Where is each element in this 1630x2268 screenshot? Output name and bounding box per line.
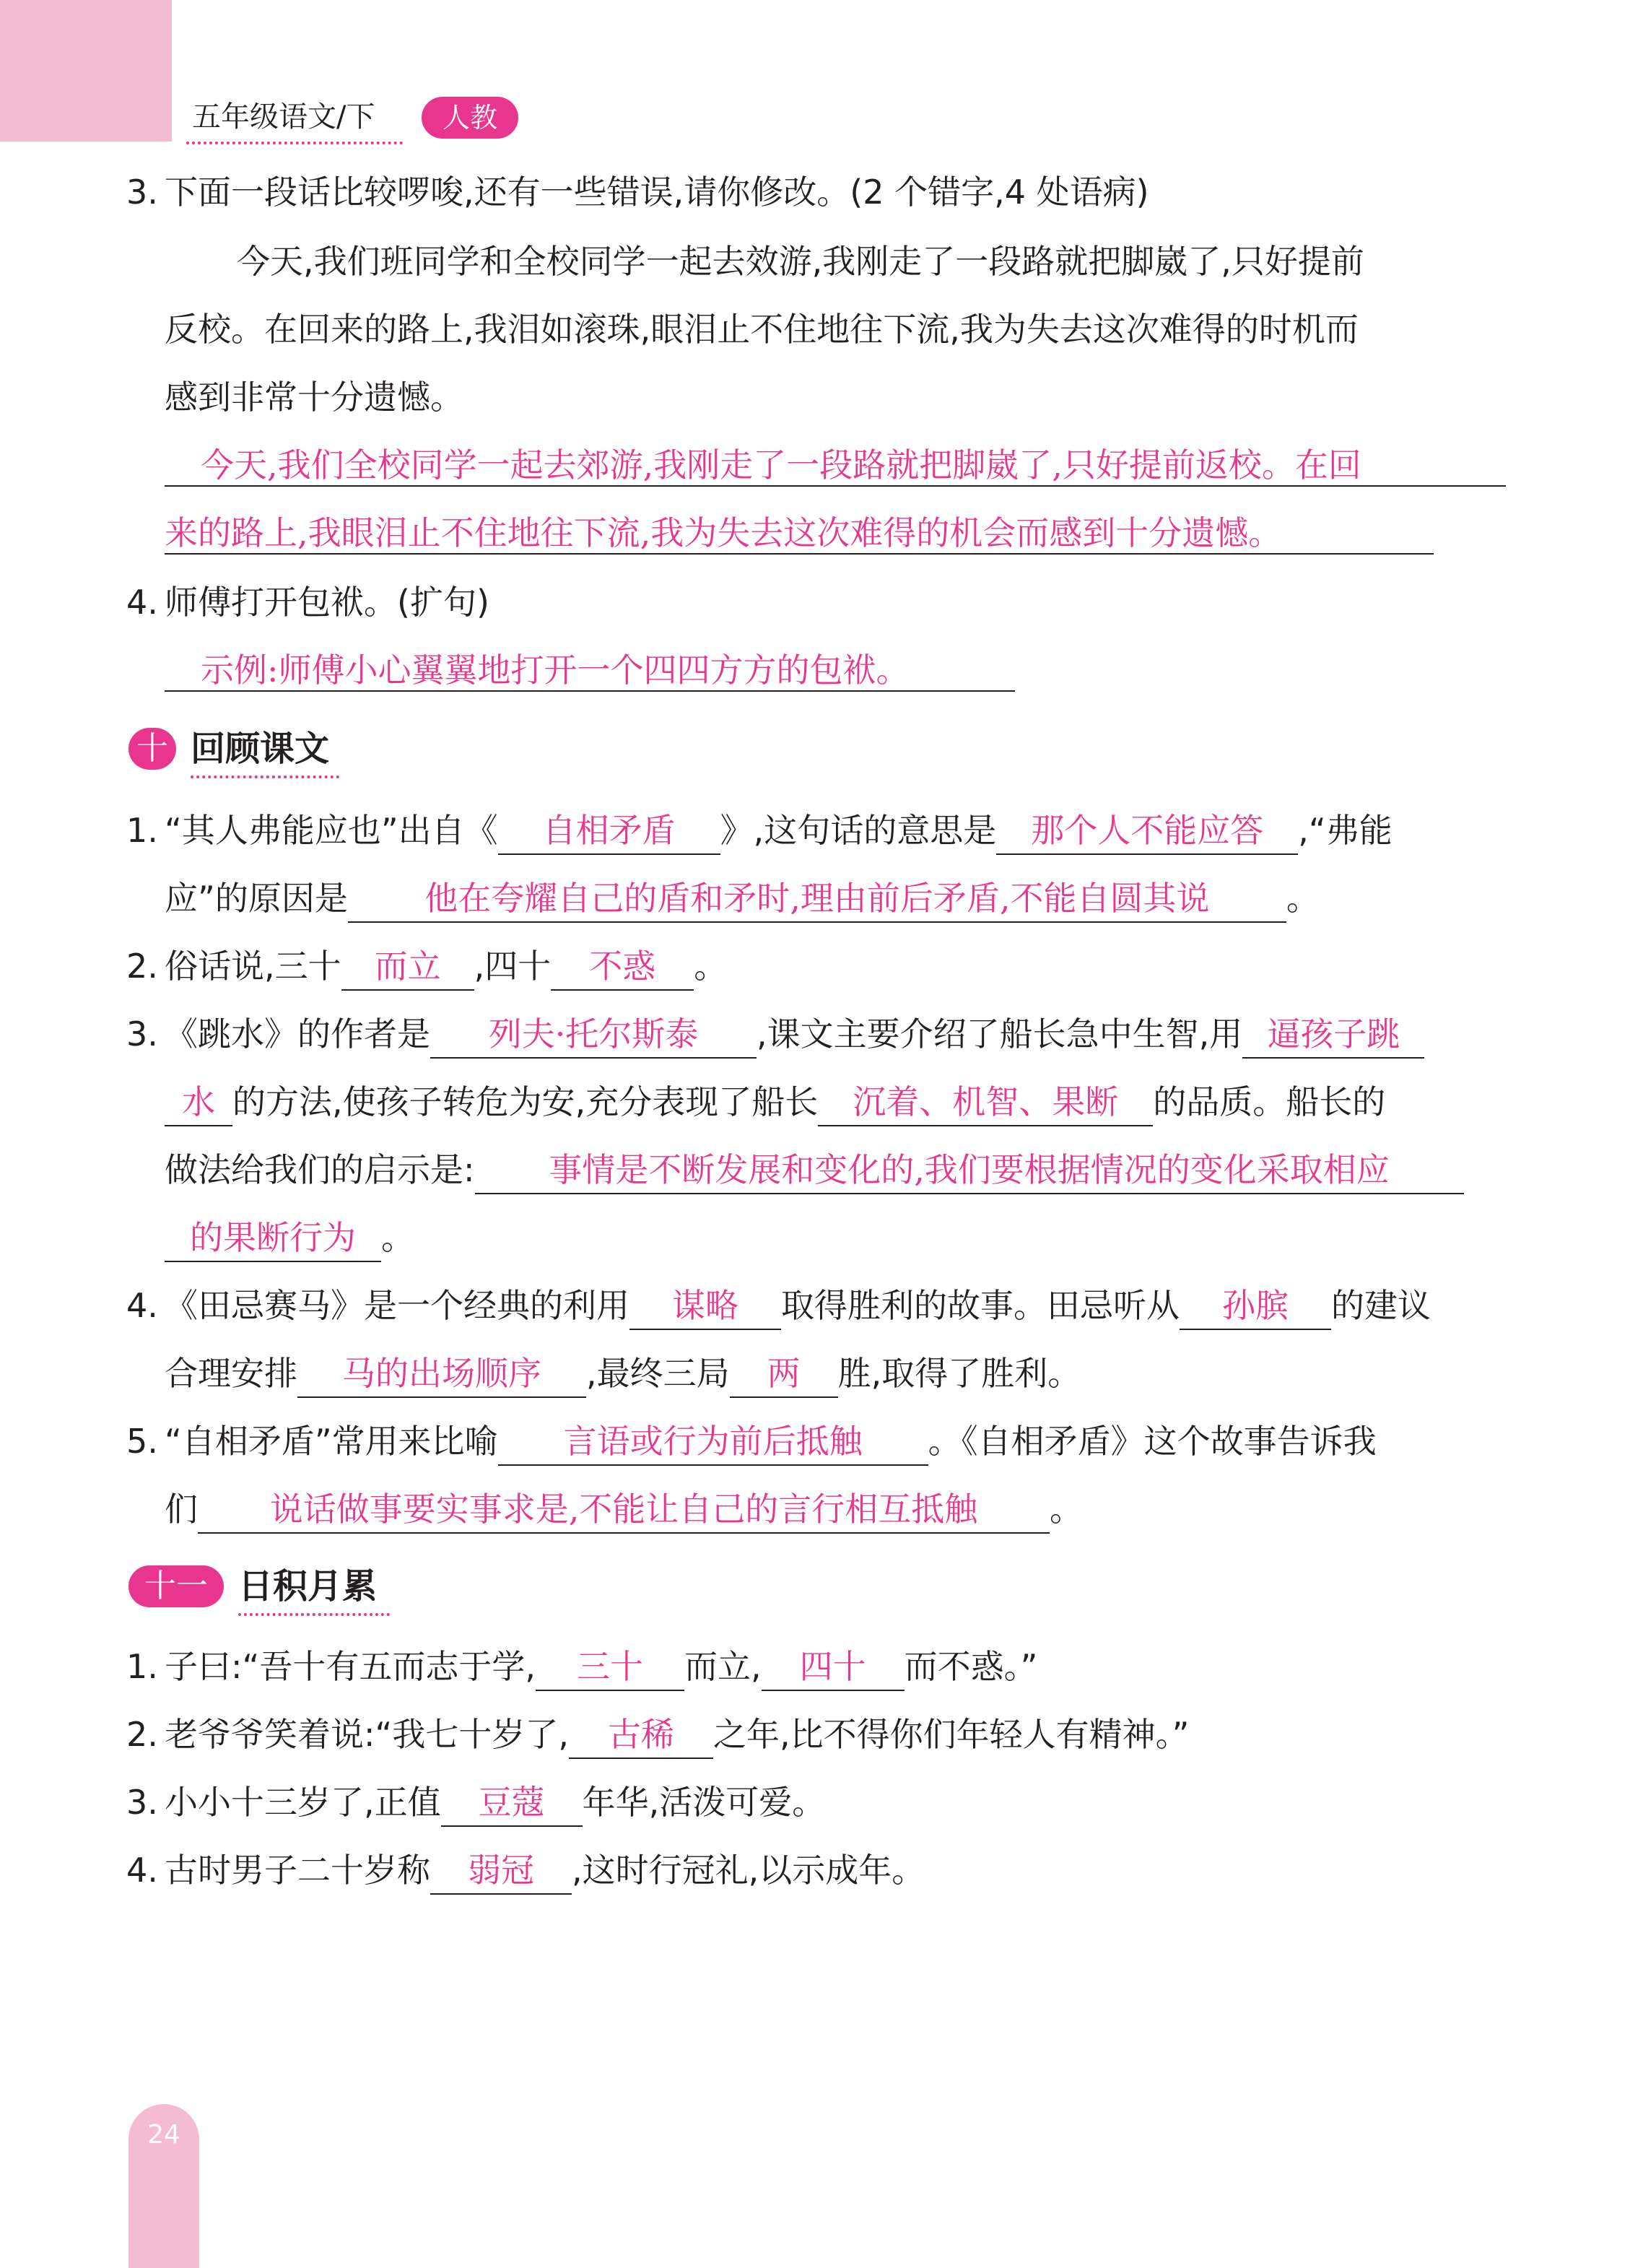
question-3-prompt: 3. 下面一段话比较啰唆,还有一些错误,请你修改。(2 个错字,4 处语病) [126,173,1149,212]
s10-q1-line1: 1. “其人弗能应也”出自《 自相矛盾 》,这句话的意思是 那个人不能应答 ,“弗能 [126,803,1393,858]
answer-blank[interactable]: 不惑 [551,943,694,991]
passage-line: 反校。在回来的路上,我泪如滚珠,眼泪止不住地往下流,我为失去这次难得的时机而 [165,310,1359,349]
answer-blank[interactable]: 他在夸耀自己的盾和矛时,理由前后矛盾,不能自圆其说 [348,875,1286,923]
section-dots [191,775,339,778]
s10-q3-line2: 水 的方法,使孩子转危为安,充分表现了船长 沉着、机智、果断 的品质。船长的 [165,1074,1385,1129]
answer-line[interactable]: 来的路上,我眼泪止不住地往下流,我为失去这次难得的机会而感到十分遗憾。 [165,513,1282,552]
corner-decoration [0,0,172,142]
answer-blank[interactable]: 沉着、机智、果断 [818,1079,1153,1126]
s11-q3: 3. 小小十三岁了,正值 豆蔻 年华,活泼可爱。 [126,1775,825,1830]
section-badge: 十一 [128,1565,224,1607]
answer-blank[interactable]: 说话做事要实事求是,不能让自己的言行相互抵触 [198,1486,1050,1534]
answer-rule [165,485,1506,487]
s11-q2: 2. 老爷爷笑着说:“我七十岁了, 古稀 之年,比不得你们年轻人有精神。” [126,1707,1189,1762]
page-number: 24 [147,2120,180,2150]
s10-q3-line4: 的果断行为 。 [165,1210,414,1265]
s10-q4-line2: 合理安排 马的出场顺序 ,最终三局 两 胜,取得了胜利。 [165,1346,1081,1401]
answer-line[interactable]: 今天,我们全校同学一起去郊游,我刚走了一段路就把脚崴了,只好提前返校。在回 [201,446,1361,485]
answer-line[interactable]: 示例:师傅小心翼翼地打开一个四四方方的包袱。 [201,651,910,690]
s10-q3-line1: 3. 《跳水》的作者是 列夫·托尔斯泰 ,课文主要介绍了船长急中生智,用 逼孩子跳 [126,1007,1424,1061]
s10-q4-line1: 4. 《田忌赛马》是一个经典的利用 谋略 取得胜利的故事。田忌听从 孙膑 的建议 [126,1278,1431,1333]
passage-line: 今天,我们班同学和全校同学一起去效游,我刚走了一段路就把脚崴了,只好提前 [237,242,1364,281]
answer-blank[interactable]: 列夫·托尔斯泰 [430,1011,757,1059]
answer-blank[interactable]: 古稀 [569,1711,713,1759]
passage-line: 感到非常十分遗憾。 [165,378,463,417]
answer-blank[interactable]: 弱冠 [430,1847,572,1895]
answer-rule [165,690,1015,692]
answer-blank[interactable]: 的果断行为 [165,1215,381,1262]
s11-q1: 1. 子曰:“吾十有五而志于学, 三十 而立, 四十 而不惑。” [126,1639,1037,1694]
answer-blank[interactable]: 逼孩子跳 [1242,1011,1424,1059]
s10-q3-line3: 做法给我们的启示是: 事情是不断发展和变化的,我们要根据情况的变化采取相应 [165,1142,1464,1197]
section-badge: 十 [128,728,176,770]
answer-blank[interactable]: 豆蔻 [441,1779,583,1827]
answer-blank[interactable]: 那个人不能应答 [996,807,1298,855]
answer-blank[interactable]: 四十 [762,1643,905,1691]
answer-blank[interactable]: 自相矛盾 [498,807,720,855]
answer-rule [165,553,1434,555]
answer-blank[interactable]: 马的出场顺序 [297,1350,586,1398]
answer-blank[interactable]: 孙膑 [1180,1282,1331,1330]
question-4-prompt: 4. 师傅打开包袱。(扩句) [126,583,489,622]
answer-blank[interactable]: 而立 [341,943,474,991]
s10-q5-line1: 5. “自相矛盾”常用来比喻 言语或行为前后抵触 。《自相矛盾》这个故事告诉我 [126,1414,1377,1469]
s10-q5-line2: 们 说话做事要实事求是,不能让自己的言行相互抵触 。 [165,1482,1083,1537]
s10-q1-line2: 应”的原因是 他在夸耀自己的盾和矛时,理由前后矛盾,不能自圆其说 。 [165,871,1320,926]
s11-q4: 4. 古时男子二十岁称 弱冠 ,这时行冠礼,以示成年。 [126,1843,925,1898]
s10-q2: 2. 俗话说,三十 而立 ,四十 不惑 。 [126,939,727,994]
answer-blank[interactable]: 言语或行为前后抵触 [498,1418,928,1466]
section-dots [238,1613,390,1616]
publisher-badge: 人教 [422,97,518,139]
answer-blank[interactable]: 两 [730,1350,838,1398]
answer-blank[interactable]: 水 [165,1079,232,1126]
book-title: 五年级语文/下 [192,100,375,134]
answer-blank[interactable]: 三十 [536,1643,684,1691]
section-title: 日积月累 [238,1566,378,1607]
page-number-tab [128,2104,199,2268]
answer-blank[interactable]: 事情是不断发展和变化的,我们要根据情况的变化采取相应 [475,1147,1464,1194]
section-title: 回顾课文 [191,729,330,769]
answer-blank[interactable]: 谋略 [629,1282,781,1330]
title-underline [186,142,403,144]
